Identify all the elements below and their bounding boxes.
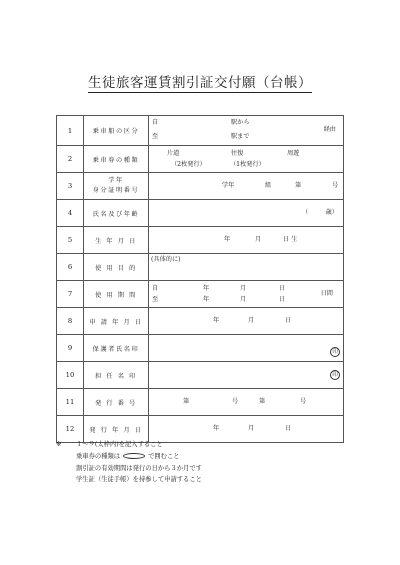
period-field[interactable] (149, 281, 344, 308)
form-row-5 (57, 227, 344, 254)
row-number: 7 (57, 281, 84, 308)
period-from-year: 年 (203, 285, 210, 292)
row-label-issue-date: 発 行 年 月 日 (84, 416, 149, 443)
note-line-3 (56, 463, 202, 475)
travel-section-field[interactable] (149, 116, 344, 146)
age-open-paren: （ (302, 209, 309, 216)
note-line-2 (56, 451, 202, 463)
form-row-7 (57, 281, 344, 308)
form-row-1 (57, 116, 344, 146)
row-label-ticket-type: 乗車券の種類 (84, 146, 149, 173)
circular-option[interactable]: 周遊 (287, 150, 300, 157)
period-to-month: 月 (240, 296, 247, 303)
form-row-4 (57, 200, 344, 227)
class-text: 組 (265, 182, 272, 189)
row-number: 12 (57, 416, 84, 443)
period-to-day: 日 (279, 296, 286, 303)
row-number: 1 (57, 116, 84, 146)
birthdate-field[interactable] (149, 227, 344, 254)
label-line-grade: 学年 (108, 177, 124, 184)
row-label-purpose: 使 用 目 的 (84, 254, 149, 281)
two-issued-text: （2枚発行） (171, 161, 206, 168)
row-label-application-date: 申 請 年 月 日 (84, 308, 149, 335)
page-title (0, 71, 400, 91)
guardian-field[interactable] (149, 335, 344, 362)
issue-number-1: 号 (232, 398, 239, 405)
issue-number-2: 号 (300, 398, 307, 405)
grade-id-field[interactable] (149, 173, 344, 200)
form-row-6 (57, 254, 344, 281)
row-label-period: 使 用 期 間 (84, 281, 149, 308)
note-text-3: 割引証の有効期間は発行の日から３か月です (76, 464, 202, 472)
app-day-text: 日 (285, 317, 292, 324)
app-year-text: 年 (213, 317, 220, 324)
note-line-1 (56, 439, 202, 451)
grade-text: 学年 (222, 182, 235, 189)
form-row-9 (57, 335, 344, 362)
issue-year-text: 年 (213, 425, 220, 432)
row-number: 8 (57, 308, 84, 335)
row-number: 11 (57, 389, 84, 416)
note-mark: ※ (56, 441, 62, 448)
row-label-teacher: 担 任 名 印 (84, 362, 149, 389)
from-prefix: 自 (152, 119, 159, 126)
label-line-id: 身分証明番号 (92, 187, 140, 194)
notes-section (56, 439, 202, 486)
issue-day-text: 日 (285, 425, 292, 432)
seal-icon: 印 (330, 370, 340, 380)
oval-mark-icon (123, 453, 145, 459)
name-age-field[interactable] (149, 200, 344, 227)
note-text-2a: 乗車券の種類は (76, 452, 121, 460)
application-form-table (56, 115, 344, 443)
one-way-option[interactable]: 片道 (167, 150, 180, 157)
ticket-type-field[interactable] (149, 146, 344, 173)
form-row-2 (57, 146, 344, 173)
row-label-name-age: 氏名及び年齢 (84, 200, 149, 227)
form-row-11 (57, 389, 344, 416)
row-number: 4 (57, 200, 84, 227)
form-row-3 (57, 173, 344, 200)
period-from-prefix: 自 (152, 285, 159, 292)
period-to-prefix: 至 (152, 296, 159, 303)
period-from-day: 日 (279, 285, 286, 292)
issue-number-field[interactable] (149, 389, 344, 416)
via-text: 経由 (323, 126, 336, 133)
title-text: 生徒旅客運賃割引証交付願（台帳） (88, 75, 312, 91)
purpose-hint-text: (具体的に) (151, 256, 181, 263)
period-from-month: 月 (240, 285, 247, 292)
number-text: 号 (332, 182, 339, 189)
row-number: 3 (57, 173, 84, 200)
to-prefix: 至 (152, 133, 159, 140)
note-line-4 (56, 474, 202, 486)
app-month-text: 月 (248, 317, 255, 324)
period-to-year: 年 (203, 296, 210, 303)
row-number: 6 (57, 254, 84, 281)
row-label-birthdate: 生 年 月 日 (84, 227, 149, 254)
number-mark-text: 第 (295, 182, 302, 189)
row-number: 5 (57, 227, 84, 254)
row-number: 9 (57, 335, 84, 362)
period-days-text: 日間 (320, 290, 333, 297)
row-label-issue-number: 発 行 番 号 (84, 389, 149, 416)
application-date-field[interactable] (149, 308, 344, 335)
note-text-4: 学生証（生徒手帳）を持参して申請すること (76, 476, 202, 484)
form-row-8 (57, 308, 344, 335)
purpose-field[interactable] (149, 254, 344, 281)
one-issued-text: （1枚発行） (230, 161, 265, 168)
from-station-text: 駅から (231, 119, 250, 126)
issue-mark-2: 第 (259, 398, 266, 405)
row-number: 2 (57, 146, 84, 173)
teacher-field[interactable] (149, 362, 344, 389)
row-number: 10 (57, 362, 84, 389)
day-birth-text: 日 生 (283, 236, 298, 243)
year-text: 年 (224, 236, 231, 243)
row-label-guardian: 保護者氏名印 (84, 335, 149, 362)
note-text-1: １～９(太枠内)を記入すること (76, 441, 163, 448)
month-text: 月 (255, 236, 262, 243)
form-row-10 (57, 362, 344, 389)
note-text-2b: で囲むこと (148, 452, 180, 460)
issue-mark-1: 第 (183, 398, 190, 405)
to-station-text: 駅まで (231, 133, 250, 140)
age-unit-text: 歳） (325, 209, 338, 216)
row-label-id-number (84, 173, 149, 200)
round-trip-option[interactable]: 往復 (231, 150, 244, 157)
seal-icon: 印 (330, 347, 340, 357)
row-label-travel-section: 乗車船の区分 (84, 116, 149, 146)
issue-month-text: 月 (248, 425, 255, 432)
